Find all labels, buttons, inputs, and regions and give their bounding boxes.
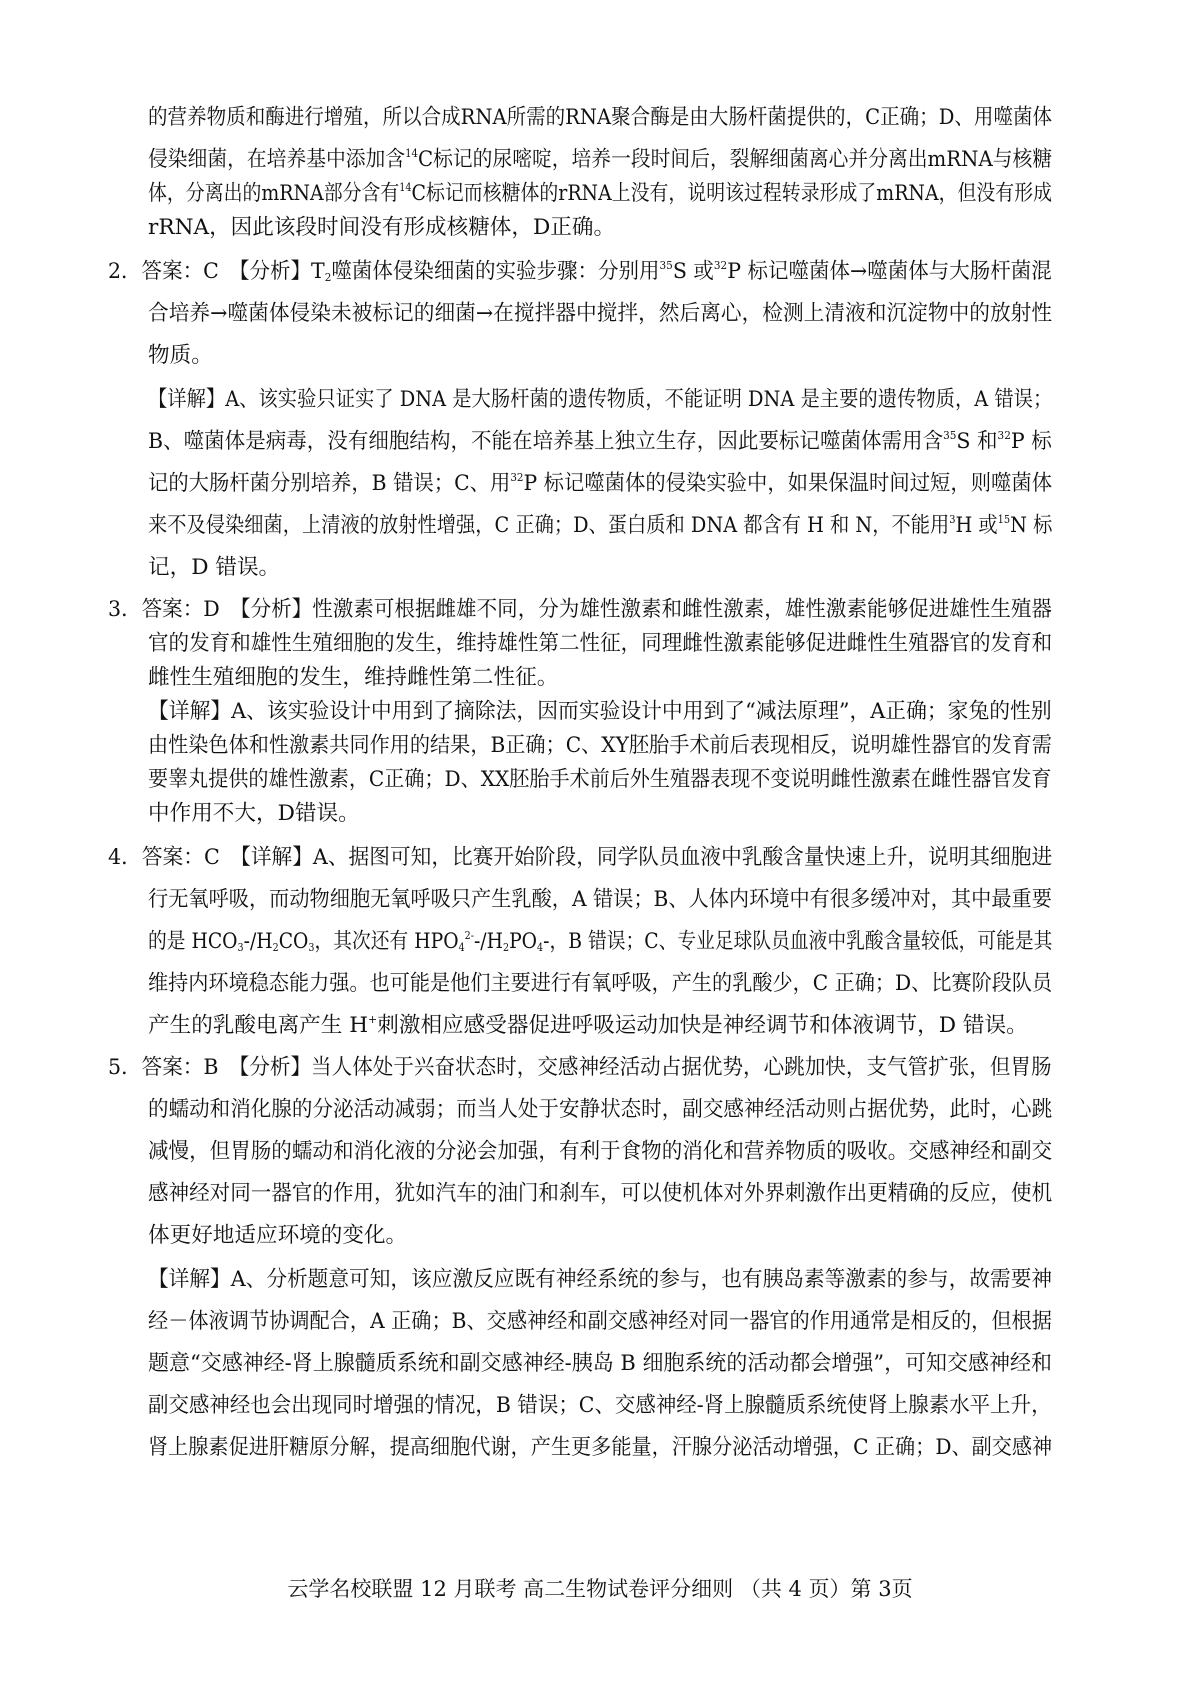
text-line: 2．答案：C 【分析】$T_2$噬菌体侵染细菌的实验步骤：分别用$^{35}$S 或$^{32}$P 标记噬菌体→噬菌体与大肠杆菌混 — [108, 259, 1052, 284]
text-line: 来不及侵染细菌，上清液的放射性增强，C 正确；D、蛋白质和 DNA 都含有 H 和 N，不能用$^3$H 或$^{15}$N 标 — [148, 513, 1053, 538]
text-line: 的是 $HCO_3-/H_2CO_3$，其次还有 $HPO_4^{2-}-/H_2PO_4-$，B 错误；C、专业足球队员血液中乳酸含量较低，可能是其 — [148, 929, 1053, 954]
text-line: 合培养→噬菌体侵染未被标记的细菌→在搅拌器中搅拌，然后离心，检测上清液和沉淀物中的放射性 — [148, 301, 1053, 326]
text-line: 侵染细菌，在培养基中添加含$^{14}$C标记的尿嘧啶，培养一段时间后，裂解细菌离心并分离出mRNA与核糖 — [148, 147, 1053, 172]
text-line: 的营养物质和酶进行增殖，所以合成RNA所需的RNA聚合酶是由大肠杆菌提供的，C正确；D、用噬菌体 — [148, 105, 1053, 130]
text-line: 4．答案：C 【详解】A、据图可知，比赛开始阶段，同学队员血液中乳酸含量快速上升，说明其细胞进 — [108, 845, 1053, 870]
text-line: 由性染色体和性激素共同作用的结果，B正确；C、XY胚胎手术前后表现相反，说明雄性器官的发育需 — [148, 733, 1052, 758]
text-line: 5．答案：B 【分析】当人体处于兴奋状态时，交感神经活动占据优势，心跳加快，支气管扩张，但胃肠 — [108, 1055, 1052, 1080]
text-line: 记的大肠杆菌分别培养，B 错误；C、用$^{32}$P 标记噬菌体的侵染实验中，如果保温时间过短，则噬菌体 — [148, 471, 1053, 496]
text-line: 减慢，但胃肠的蠕动和消化液的分泌会加强，有利于食物的消化和营养物质的吸收。交感神经和副交 — [148, 1139, 1053, 1164]
text-line: 维持内环境稳态能力强。也可能是他们主要进行有氧呼吸，产生的乳酸少，C 正确；D、比赛阶段队员 — [148, 971, 1053, 996]
page-footer: 云学名校联盟 12 月联考 高二生物试卷评分细则 （共 4 页）第 3页 — [287, 1577, 913, 1601]
text-line: 物质。 — [148, 343, 213, 368]
text-line: 【详解】A、该实验设计中用到了摘除法，因而实验设计中用到了“减法原理”，A正确；家兔的性别 — [148, 699, 1052, 724]
text-line: 中作用不大，D错误。 — [148, 801, 360, 826]
text-line: B、噬菌体是病毒，没有细胞结构，不能在培养基上独立生存，因此要标记噬菌体需用含$^{35}$S 和$^{32}$P 标 — [148, 429, 1052, 454]
text-line: 体，分离出的mRNA部分含有$^{14}$C标记而核糖体的rRNA上没有，说明该过程转录形成了mRNA，但没有形成 — [148, 181, 1053, 206]
text-line: 的蠕动和消化腺的分泌活动减弱；而当人处于安静状态时，副交感神经活动则占据优势，此时，心跳 — [148, 1097, 1053, 1122]
text-line: 雌性生殖细胞的发生，维持雌性第二性征。 — [148, 665, 559, 690]
text-line: 感神经对同一器官的作用，犹如汽车的油门和刹车，可以使机体对外界刺激作出更精确的反应，使机 — [148, 1181, 1053, 1206]
text-line: 行无氧呼吸，而动物细胞无氧呼吸只产生乳酸，A 错误；B、人体内环境中有很多缓冲对，其中最重要 — [148, 887, 1052, 912]
text-line: 经－体液调节协调配合，A 正确；B、交感神经和副交感神经对同一器官的作用通常是相反的，但根据 — [148, 1309, 1052, 1334]
text-line: 题意“交感神经-肾上腺髓质系统和副交感神经-胰岛 B 细胞系统的活动都会增强”，可知交感神经和 — [148, 1351, 1052, 1376]
text-line: 【详解】A、该实验只证实了 DNA 是大肠杆菌的遗传物质，不能证明 DNA 是主要的遗传物质，A 错误； — [148, 387, 1053, 412]
text-line: 【详解】A、分析题意可知，该应激反应既有神经系统的参与，也有胰岛素等激素的参与，故需要神 — [148, 1267, 1053, 1292]
text-line: 要睾丸提供的雄性激素，C正确；D、XX胚胎手术前后外生殖器表现不变说明雌性激素在雌性器官发育 — [148, 767, 1052, 792]
text-line: 记，D 错误。 — [148, 555, 281, 580]
text-line: 肾上腺素促进肝糖原分解，提高细胞代谢，产生更多能量，汗腺分泌活动增强，C 正确；D、副交感神 — [148, 1435, 1053, 1460]
text-line: 3．答案：D 【分析】性激素可根据雌雄不同，分为雄性激素和雌性激素，雄性激素能够促进雄性生殖器 — [108, 597, 1052, 622]
text-line: 产生的乳酸电离产生 H+刺激相应感受器促进呼吸运动加快是神经调节和体液调节，D 错误。 — [148, 1013, 1028, 1038]
text-line: 体更好地适应环境的变化。 — [148, 1223, 408, 1248]
text-line: 副交感神经也会出现同时增强的情况，B 错误；C、交感神经-肾上腺髓质系统使肾上腺素水平上升， — [148, 1393, 1052, 1418]
text-line: 官的发育和雄性生殖细胞的发生，维持雄性第二性征，同理雌性激素能够促进雌性生殖器官的发育和 — [148, 631, 1053, 656]
text-line: rRNA，因此该段时间没有形成核糖体，D正确。 — [148, 215, 616, 240]
